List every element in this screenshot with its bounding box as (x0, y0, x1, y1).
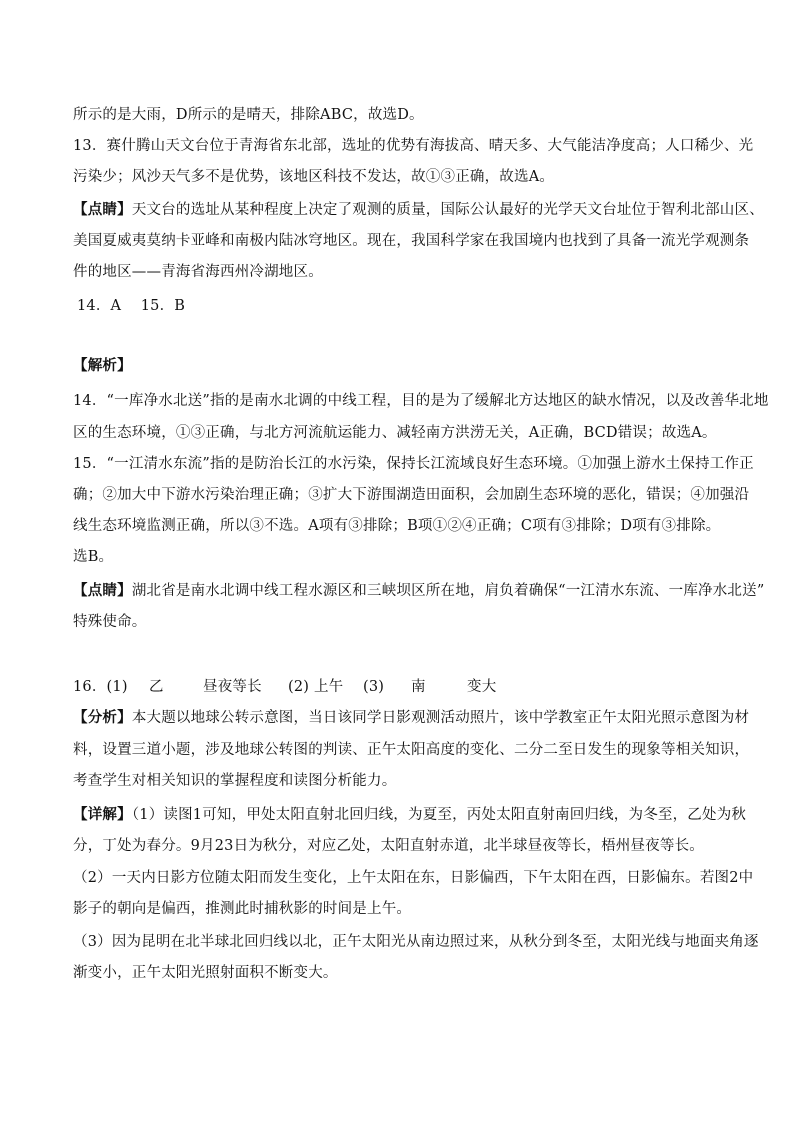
answer-16-a1: 乙 (149, 679, 164, 695)
q14-line-2: 区的生态环境，①③正确，与北方河流航运能力、减轻南方洪涝无关，A正确，BCD错误；故选A。 (73, 425, 717, 441)
answer-16-num: 16．(1) (73, 679, 128, 695)
answer-16-p2: (2) 上午 (288, 679, 344, 695)
xiangjie-line-1 (73, 803, 746, 824)
answer-16 (73, 675, 496, 696)
q13-note-line-2: 美国夏威夷莫纳卡亚峰和南极内陆冰穹地区。现在，我国科学家在我国境内也找到了具备一流光学观测条 (73, 233, 750, 249)
note-text: 湖北省是南水北调中线工程水源区和三峡坝区所在地，肩负着确保“一江清水东流、一库净水北送” (131, 583, 765, 599)
answer-16-a4: 变大 (467, 679, 497, 695)
q13-note-line-3: 件的地区——青海省海西州冷湖地区。 (73, 264, 323, 280)
q13-line-2: 污染少；风沙天气多不是优势，该地区科技不发达，故①③正确，故选A。 (73, 169, 555, 185)
q15-note-line-2: 特殊使命。 (73, 614, 147, 630)
xiangjie-line-4: 影子的朝向是偏西，推测此时捕秋影的时间是上午。 (73, 901, 412, 917)
xiangjie-line-3: （2）一天内日影方位随太阳而发生变化，上午太阳在东，日影偏西，下午太阳在西，日影偏东。若图2中 (73, 870, 754, 886)
fenxi-line-1 (73, 706, 749, 727)
answer-14-15: 14．A 15．B (77, 298, 186, 314)
q14-line-1: 14．“一库净水北送”指的是南水北调的中线工程，目的是为了缓解北方达地区的缺水情况，以及改善华北地 (73, 393, 769, 409)
fenxi-line-3: 考查学生对相关知识的掌握程度和读图分析能力。 (73, 773, 397, 789)
text-line: 所示的是大雨，D所示的是晴天，排除ABC，故选D。 (73, 107, 424, 123)
fenxi-tag: 【分析】 (73, 709, 132, 726)
xiangjie-tag: 【详解】 (73, 806, 132, 823)
answer-16-a2: 昼夜等长 (203, 679, 262, 695)
q15-line-2: 确；②加大中下游水污染治理正确；③扩大下游围湖造田面积，会加剧生态环境的恶化，错误；④加强沿 (73, 487, 750, 503)
q15-line-4: 选B。 (73, 549, 114, 565)
answer-16-a3: 南 (411, 679, 426, 695)
xiangjie-text: （1）读图1可知，甲处太阳直射北回归线，为夏至，丙处太阳直射南回归线，为冬至，乙处为秋 (131, 807, 747, 823)
xiangjie-line-6: 渐变小，正午太阳光照射面积不断变大。 (73, 965, 338, 981)
dianjing-tag: 【点睛】 (73, 201, 132, 218)
q15-line-3: 线生态环境监测正确，所以③不选。A项有③排除；B项①②④正确；C项有③排除；D项有③排除。 (73, 518, 721, 534)
xiangjie-line-5: （3）因为昆明在北半球北回归线以北，正午太阳光从南边照过来，从秋分到冬至，太阳光线与地面夹角逐 (73, 934, 759, 950)
fenxi-text: 本大题以地球公转示意图，当日该同学日影观测活动照片，该中学教室正午太阳光照示意图为材 (131, 710, 750, 726)
answer-16-p3: (3) (363, 679, 385, 695)
q15-line-1: 15．“一江清水东流”指的是防治长江的水污染，保持长江流域良好生态环境。①加强上游水土保持工作正 (73, 456, 754, 472)
note-text: 天文台的选址从某种程度上决定了观测的质量，国际公认最好的光学天文台址位于智利北部山区、 (131, 202, 764, 218)
q13-line-1: 13．赛什腾山天文台位于青海省东北部，选址的优势有海拔高、晴天多、大气能洁净度高；人口稀少、光 (73, 138, 754, 154)
fenxi-line-2: 料，设置三道小题，涉及地球公转图的判读、正午太阳高度的变化、二分二至日发生的现象等相关知识， (73, 742, 750, 758)
q13-note-line-1 (73, 198, 764, 219)
q15-note-line-1 (73, 579, 764, 600)
xiangjie-line-2: 分，丁处为春分。9月23日为秋分，对应乙处，太阳直射赤道，北半球昼夜等长，梧州昼夜等长。 (73, 838, 704, 854)
jiexi-tag: 【解析】 (73, 357, 132, 374)
dianjing-tag: 【点睛】 (73, 582, 132, 599)
